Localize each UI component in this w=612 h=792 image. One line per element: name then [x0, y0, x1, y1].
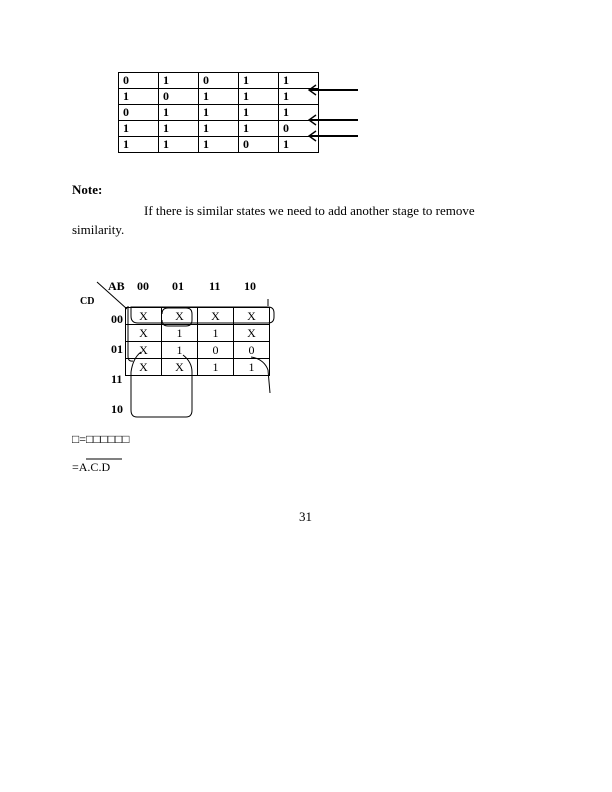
kmap-cell: X	[126, 308, 162, 325]
kmap-cell: 0	[234, 342, 270, 359]
table-cell: 1	[199, 89, 239, 105]
table-cell: 0	[279, 121, 319, 137]
table-cell: 1	[239, 105, 279, 121]
kmap-cd-label: CD	[80, 296, 95, 307]
table-cell: 1	[119, 137, 159, 153]
table-cell: 1	[279, 89, 319, 105]
table-cell: 1	[279, 73, 319, 89]
kmap-col-header: 00	[137, 279, 149, 293]
table-cell: 1	[239, 73, 279, 89]
kmap-cell: 1	[198, 359, 234, 376]
table-cell: 1	[199, 137, 239, 153]
table-cell: 1	[159, 73, 199, 89]
kmap-cell: X	[126, 342, 162, 359]
table-cell: 1	[279, 105, 319, 121]
table-cell: 1	[199, 105, 239, 121]
kmap-cell: X	[126, 325, 162, 342]
kmap-ab-label: AB	[108, 279, 125, 293]
equation-result: =A.C.D	[72, 460, 111, 474]
table-cell: 1	[199, 121, 239, 137]
note-continuation: similarity.	[72, 222, 125, 237]
table-cell: 0	[159, 89, 199, 105]
note-title: Note:	[72, 182, 103, 197]
kmap-col-header: 11	[209, 279, 221, 293]
kmap-row-header: 00	[111, 312, 123, 326]
kmap-cell: X	[162, 308, 198, 325]
kmap-cell: 1	[162, 342, 198, 359]
kmap-cell: X	[198, 308, 234, 325]
table-cell: 0	[119, 105, 159, 121]
table-cell: 1	[119, 121, 159, 137]
equation-garbled: □=□□□□□□	[72, 432, 130, 446]
kmap-cell: 1	[162, 325, 198, 342]
kmap-cell: X	[162, 359, 198, 376]
note-body: If there is similar states we need to add another stage to remove	[144, 203, 475, 218]
table-cell: 1	[239, 89, 279, 105]
table-cell: 1	[239, 121, 279, 137]
table-cell: 1	[279, 137, 319, 153]
table-cell: 1	[159, 105, 199, 121]
kmap-cell: 0	[198, 342, 234, 359]
kmap-row-header: 01	[111, 342, 123, 356]
kmap-col-header: 01	[172, 279, 184, 293]
table-cell: 0	[119, 73, 159, 89]
table-cell: 1	[159, 121, 199, 137]
table-cell: 1	[119, 89, 159, 105]
kmap-cell: X	[126, 359, 162, 376]
kmap-cell: X	[234, 308, 270, 325]
kmap-col-header: 10	[244, 279, 256, 293]
kmap-row-header: 10	[111, 402, 123, 416]
kmap-cell: 1	[234, 359, 270, 376]
kmap-cell: X	[234, 325, 270, 342]
kmap-cell: 1	[198, 325, 234, 342]
table-cell: 0	[199, 73, 239, 89]
table-cell: 1	[159, 137, 199, 153]
kmap-row-header: 11	[111, 372, 123, 386]
page-number: 31	[299, 509, 312, 524]
table-cell: 0	[239, 137, 279, 153]
